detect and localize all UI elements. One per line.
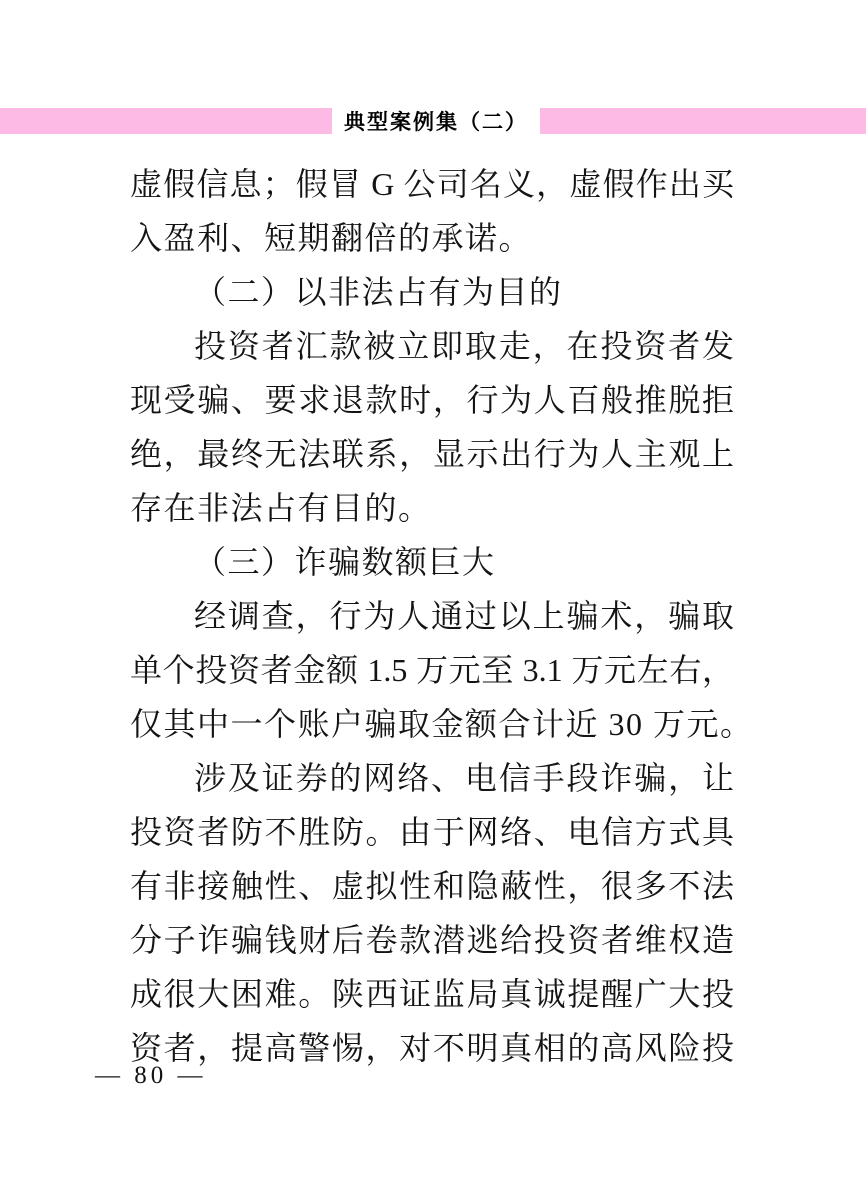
page-footer — [95, 1062, 207, 1090]
text-line: 成很大困难。陕西证监局真诚提醒广大投 — [130, 976, 734, 1012]
running-title: 典型案例集（二） — [344, 111, 528, 134]
section-heading: （三）诈骗数额巨大 — [194, 544, 496, 580]
text-line: 虚假信息；假冒 G 公司名义，虚假作出买 — [130, 166, 734, 202]
text-line: 经调查，行为人通过以上骗术，骗取 — [194, 598, 734, 634]
page-header — [0, 108, 866, 134]
text-line: 仅其中一个账户骗取金额合计近 30 万元。 — [130, 706, 754, 742]
text-line: 有非接触性、虚拟性和隐蔽性，很多不法 — [130, 868, 734, 904]
text-line: 单个投资者金额 1.5 万元至 3.1 万元左右， — [130, 652, 734, 688]
body-text-block — [130, 157, 754, 1075]
text-line: 绝，最终无法联系，显示出行为人主观上 — [130, 436, 734, 472]
text-line: 入盈利、短期翻倍的承诺。 — [130, 220, 533, 256]
header-band-left — [0, 108, 332, 134]
section-heading: （二）以非法占有为目的 — [194, 274, 563, 310]
text-line: 分子诈骗钱财后卷款潜逃给投资者维权造 — [130, 922, 734, 958]
text-line: 资者，提高警惕，对不明真相的高风险投 — [130, 1030, 734, 1066]
text-line: 投资者防不胜防。由于网络、电信方式具 — [130, 814, 734, 850]
text-line: 投资者汇款被立即取走，在投资者发 — [194, 328, 734, 364]
text-line: 涉及证券的网络、电信手段诈骗，让 — [194, 760, 734, 796]
page-number: — 80 — — [95, 1062, 207, 1089]
text-line: 存在非法占有目的。 — [130, 490, 432, 526]
header-band-right — [540, 108, 866, 134]
text-line: 现受骗、要求退款时，行为人百般推脱拒 — [130, 382, 734, 418]
